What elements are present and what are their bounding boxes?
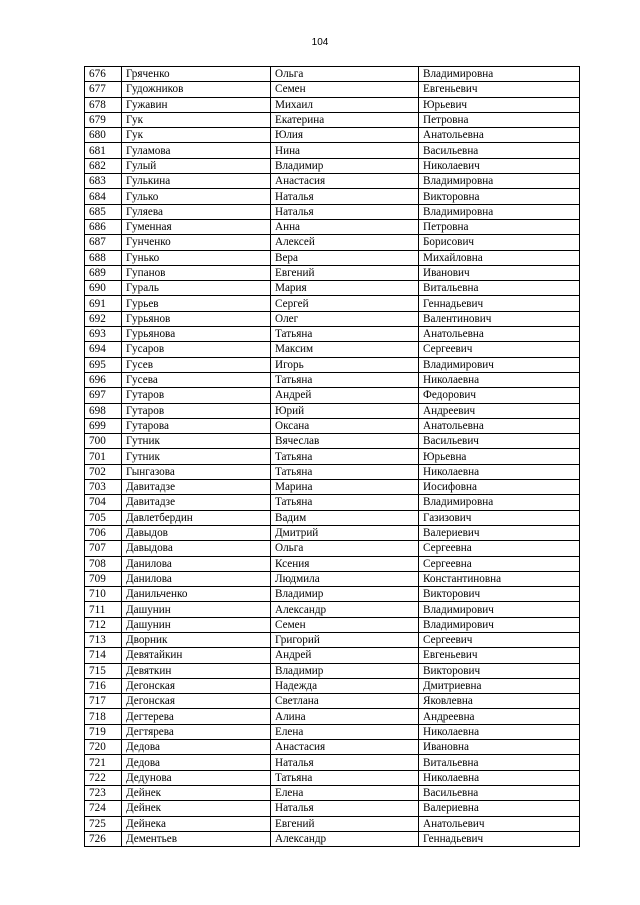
last-name-cell: Гряченко [122, 67, 271, 82]
row-number-cell: 681 [85, 143, 122, 158]
last-name-cell: Гутник [122, 434, 271, 449]
last-name-cell: Дейнек [122, 801, 271, 816]
patronymic-cell: Николаевна [419, 464, 580, 479]
table-row [85, 587, 580, 602]
table-row [85, 82, 580, 97]
first-name-cell: Марина [271, 480, 419, 495]
table-row [85, 755, 580, 770]
patronymic-cell: Петровна [419, 112, 580, 127]
first-name-cell: Вячеслав [271, 434, 419, 449]
first-name-cell: Евгений [271, 265, 419, 280]
first-name-cell: Наталья [271, 801, 419, 816]
row-number-cell: 705 [85, 510, 122, 525]
row-number-cell: 722 [85, 770, 122, 785]
first-name-cell: Наталья [271, 189, 419, 204]
patronymic-cell: Юрьевич [419, 97, 580, 112]
row-number-cell: 694 [85, 342, 122, 357]
table-row [85, 541, 580, 556]
first-name-cell: Екатерина [271, 112, 419, 127]
last-name-cell: Гынгазова [122, 464, 271, 479]
table-row [85, 342, 580, 357]
last-name-cell: Дворник [122, 632, 271, 647]
last-name-cell: Данилова [122, 556, 271, 571]
patronymic-cell: Сергеевна [419, 541, 580, 556]
table-row [85, 556, 580, 571]
row-number-cell: 682 [85, 158, 122, 173]
table-row [85, 67, 580, 82]
table-row [85, 250, 580, 265]
table-row [85, 663, 580, 678]
row-number-cell: 706 [85, 525, 122, 540]
table-row [85, 372, 580, 387]
row-number-cell: 698 [85, 403, 122, 418]
row-number-cell: 685 [85, 204, 122, 219]
row-number-cell: 719 [85, 724, 122, 739]
patronymic-cell: Владимировна [419, 174, 580, 189]
first-name-cell: Татьяна [271, 495, 419, 510]
last-name-cell: Гурьянова [122, 327, 271, 342]
table-row [85, 571, 580, 586]
last-name-cell: Гуменная [122, 219, 271, 234]
row-number-cell: 676 [85, 67, 122, 82]
table-row [85, 480, 580, 495]
last-name-cell: Дементьев [122, 831, 271, 846]
last-name-cell: Девятайкин [122, 648, 271, 663]
row-number-cell: 724 [85, 801, 122, 816]
table-row [85, 816, 580, 831]
last-name-cell: Гуляева [122, 204, 271, 219]
first-name-cell: Андрей [271, 388, 419, 403]
row-number-cell: 717 [85, 694, 122, 709]
row-number-cell: 718 [85, 709, 122, 724]
table-row [85, 801, 580, 816]
last-name-cell: Гутаров [122, 403, 271, 418]
patronymic-cell: Валериевич [419, 525, 580, 540]
patronymic-cell: Васильевна [419, 143, 580, 158]
table-row [85, 525, 580, 540]
patronymic-cell: Анатольевна [419, 418, 580, 433]
row-number-cell: 699 [85, 418, 122, 433]
row-number-cell: 707 [85, 541, 122, 556]
first-name-cell: Татьяна [271, 464, 419, 479]
last-name-cell: Гурьянов [122, 311, 271, 326]
last-name-cell: Гупанов [122, 265, 271, 280]
row-number-cell: 725 [85, 816, 122, 831]
row-number-cell: 709 [85, 571, 122, 586]
table-row [85, 709, 580, 724]
row-number-cell: 713 [85, 632, 122, 647]
patronymic-cell: Федорович [419, 388, 580, 403]
table-row [85, 449, 580, 464]
table-row [85, 97, 580, 112]
table-row [85, 296, 580, 311]
patronymic-cell: Борисович [419, 235, 580, 250]
patronymic-cell: Владимирович [419, 602, 580, 617]
last-name-cell: Данилова [122, 571, 271, 586]
last-name-cell: Дегонская [122, 678, 271, 693]
patronymic-cell: Анатольевич [419, 816, 580, 831]
table-row [85, 112, 580, 127]
row-number-cell: 679 [85, 112, 122, 127]
first-name-cell: Юлия [271, 128, 419, 143]
patronymic-cell: Анатольевна [419, 128, 580, 143]
names-table [84, 66, 580, 847]
last-name-cell: Дашунин [122, 617, 271, 632]
last-name-cell: Гук [122, 128, 271, 143]
row-number-cell: 686 [85, 219, 122, 234]
patronymic-cell: Геннадьевич [419, 296, 580, 311]
table-row [85, 831, 580, 846]
last-name-cell: Давлетбердин [122, 510, 271, 525]
table-row [85, 770, 580, 785]
row-number-cell: 677 [85, 82, 122, 97]
last-name-cell: Гулый [122, 158, 271, 173]
first-name-cell: Владимир [271, 663, 419, 678]
row-number-cell: 691 [85, 296, 122, 311]
table-row [85, 495, 580, 510]
last-name-cell: Дедунова [122, 770, 271, 785]
first-name-cell: Алексей [271, 235, 419, 250]
patronymic-cell: Евгеньевич [419, 82, 580, 97]
patronymic-cell: Дмитриевна [419, 678, 580, 693]
last-name-cell: Гусева [122, 372, 271, 387]
first-name-cell: Людмила [271, 571, 419, 586]
row-number-cell: 710 [85, 587, 122, 602]
row-number-cell: 696 [85, 372, 122, 387]
table-row [85, 219, 580, 234]
first-name-cell: Дмитрий [271, 525, 419, 540]
first-name-cell: Алина [271, 709, 419, 724]
table-row [85, 204, 580, 219]
row-number-cell: 687 [85, 235, 122, 250]
last-name-cell: Давыдова [122, 541, 271, 556]
patronymic-cell: Валентинович [419, 311, 580, 326]
last-name-cell: Дедова [122, 755, 271, 770]
row-number-cell: 678 [85, 97, 122, 112]
first-name-cell: Ксения [271, 556, 419, 571]
table-row [85, 158, 580, 173]
last-name-cell: Гунченко [122, 235, 271, 250]
patronymic-cell: Владимировна [419, 67, 580, 82]
patronymic-cell: Андреевна [419, 709, 580, 724]
table-row [85, 632, 580, 647]
last-name-cell: Дегтярева [122, 724, 271, 739]
first-name-cell: Вера [271, 250, 419, 265]
row-number-cell: 701 [85, 449, 122, 464]
first-name-cell: Татьяна [271, 449, 419, 464]
table-row [85, 678, 580, 693]
first-name-cell: Елена [271, 724, 419, 739]
patronymic-cell: Газизович [419, 510, 580, 525]
table-row [85, 694, 580, 709]
patronymic-cell: Викторович [419, 663, 580, 678]
table-row [85, 418, 580, 433]
table-row [85, 281, 580, 296]
row-number-cell: 723 [85, 785, 122, 800]
row-number-cell: 726 [85, 831, 122, 846]
row-number-cell: 703 [85, 480, 122, 495]
patronymic-cell: Геннадьевич [419, 831, 580, 846]
first-name-cell: Татьяна [271, 372, 419, 387]
patronymic-cell: Яковлевна [419, 694, 580, 709]
patronymic-cell: Андреевич [419, 403, 580, 418]
table-row [85, 403, 580, 418]
patronymic-cell: Сергеевна [419, 556, 580, 571]
last-name-cell: Гулькина [122, 174, 271, 189]
last-name-cell: Гулько [122, 189, 271, 204]
table-row [85, 128, 580, 143]
first-name-cell: Вадим [271, 510, 419, 525]
last-name-cell: Дейнека [122, 816, 271, 831]
first-name-cell: Светлана [271, 694, 419, 709]
patronymic-cell: Васильевич [419, 434, 580, 449]
table-row [85, 357, 580, 372]
row-number-cell: 720 [85, 740, 122, 755]
row-number-cell: 716 [85, 678, 122, 693]
patronymic-cell: Владимирович [419, 357, 580, 372]
last-name-cell: Гужавин [122, 97, 271, 112]
first-name-cell: Мария [271, 281, 419, 296]
table-row [85, 311, 580, 326]
first-name-cell: Оксана [271, 418, 419, 433]
first-name-cell: Семен [271, 617, 419, 632]
first-name-cell: Владимир [271, 587, 419, 602]
table-row [85, 434, 580, 449]
first-name-cell: Надежда [271, 678, 419, 693]
last-name-cell: Гусев [122, 357, 271, 372]
patronymic-cell: Сергеевич [419, 342, 580, 357]
first-name-cell: Ольга [271, 67, 419, 82]
last-name-cell: Гудожников [122, 82, 271, 97]
table-row [85, 648, 580, 663]
row-number-cell: 697 [85, 388, 122, 403]
patronymic-cell: Сергеевич [419, 632, 580, 647]
patronymic-cell: Викторовна [419, 189, 580, 204]
first-name-cell: Андрей [271, 648, 419, 663]
row-number-cell: 680 [85, 128, 122, 143]
last-name-cell: Дейнек [122, 785, 271, 800]
table-row [85, 327, 580, 342]
patronymic-cell: Ивановна [419, 740, 580, 755]
row-number-cell: 704 [85, 495, 122, 510]
patronymic-cell: Витальевна [419, 755, 580, 770]
row-number-cell: 712 [85, 617, 122, 632]
row-number-cell: 689 [85, 265, 122, 280]
last-name-cell: Гурьев [122, 296, 271, 311]
patronymic-cell: Юрьевна [419, 449, 580, 464]
first-name-cell: Нина [271, 143, 419, 158]
patronymic-cell: Николаевич [419, 158, 580, 173]
last-name-cell: Давыдов [122, 525, 271, 540]
last-name-cell: Девяткин [122, 663, 271, 678]
patronymic-cell: Константиновна [419, 571, 580, 586]
first-name-cell: Максим [271, 342, 419, 357]
first-name-cell: Евгений [271, 816, 419, 831]
table-row [85, 235, 580, 250]
first-name-cell: Татьяна [271, 327, 419, 342]
patronymic-cell: Николаевна [419, 770, 580, 785]
table-row [85, 189, 580, 204]
patronymic-cell: Валериевна [419, 801, 580, 816]
last-name-cell: Давитадзе [122, 495, 271, 510]
last-name-cell: Гураль [122, 281, 271, 296]
patronymic-cell: Иванович [419, 265, 580, 280]
first-name-cell: Наталья [271, 755, 419, 770]
first-name-cell: Владимир [271, 158, 419, 173]
last-name-cell: Дегтерева [122, 709, 271, 724]
first-name-cell: Игорь [271, 357, 419, 372]
table-row [85, 265, 580, 280]
last-name-cell: Дашунин [122, 602, 271, 617]
patronymic-cell: Владимировна [419, 495, 580, 510]
row-number-cell: 715 [85, 663, 122, 678]
table-row [85, 464, 580, 479]
row-number-cell: 721 [85, 755, 122, 770]
last-name-cell: Гутник [122, 449, 271, 464]
patronymic-cell: Викторович [419, 587, 580, 602]
patronymic-cell: Михайловна [419, 250, 580, 265]
table-row [85, 602, 580, 617]
table-row [85, 510, 580, 525]
row-number-cell: 700 [85, 434, 122, 449]
row-number-cell: 702 [85, 464, 122, 479]
table-body [85, 67, 580, 847]
first-name-cell: Ольга [271, 541, 419, 556]
row-number-cell: 690 [85, 281, 122, 296]
patronymic-cell: Петровна [419, 219, 580, 234]
first-name-cell: Татьяна [271, 770, 419, 785]
patronymic-cell: Николаевна [419, 372, 580, 387]
row-number-cell: 692 [85, 311, 122, 326]
patronymic-cell: Владимирович [419, 617, 580, 632]
first-name-cell: Михаил [271, 97, 419, 112]
last-name-cell: Гутарова [122, 418, 271, 433]
last-name-cell: Дегонская [122, 694, 271, 709]
row-number-cell: 695 [85, 357, 122, 372]
row-number-cell: 683 [85, 174, 122, 189]
last-name-cell: Гук [122, 112, 271, 127]
table-row [85, 143, 580, 158]
first-name-cell: Александр [271, 831, 419, 846]
row-number-cell: 714 [85, 648, 122, 663]
last-name-cell: Гусаров [122, 342, 271, 357]
table-row [85, 785, 580, 800]
table-row [85, 617, 580, 632]
first-name-cell: Наталья [271, 204, 419, 219]
first-name-cell: Семен [271, 82, 419, 97]
first-name-cell: Анастасия [271, 174, 419, 189]
last-name-cell: Гунько [122, 250, 271, 265]
table-row [85, 174, 580, 189]
page-number: 104 [311, 37, 329, 48]
table-row [85, 388, 580, 403]
table-row [85, 724, 580, 739]
row-number-cell: 693 [85, 327, 122, 342]
patronymic-cell: Евгеньевич [419, 648, 580, 663]
first-name-cell: Григорий [271, 632, 419, 647]
patronymic-cell: Витальевна [419, 281, 580, 296]
first-name-cell: Олег [271, 311, 419, 326]
patronymic-cell: Николаевна [419, 724, 580, 739]
patronymic-cell: Анатольевна [419, 327, 580, 342]
first-name-cell: Сергей [271, 296, 419, 311]
row-number-cell: 711 [85, 602, 122, 617]
patronymic-cell: Иосифовна [419, 480, 580, 495]
first-name-cell: Юрий [271, 403, 419, 418]
patronymic-cell: Васильевна [419, 785, 580, 800]
first-name-cell: Анастасия [271, 740, 419, 755]
last-name-cell: Давитадзе [122, 480, 271, 495]
last-name-cell: Гуламова [122, 143, 271, 158]
last-name-cell: Данильченко [122, 587, 271, 602]
last-name-cell: Дедова [122, 740, 271, 755]
row-number-cell: 684 [85, 189, 122, 204]
table-row [85, 740, 580, 755]
last-name-cell: Гутаров [122, 388, 271, 403]
first-name-cell: Анна [271, 219, 419, 234]
row-number-cell: 708 [85, 556, 122, 571]
row-number-cell: 688 [85, 250, 122, 265]
first-name-cell: Елена [271, 785, 419, 800]
first-name-cell: Александр [271, 602, 419, 617]
patronymic-cell: Владимировна [419, 204, 580, 219]
